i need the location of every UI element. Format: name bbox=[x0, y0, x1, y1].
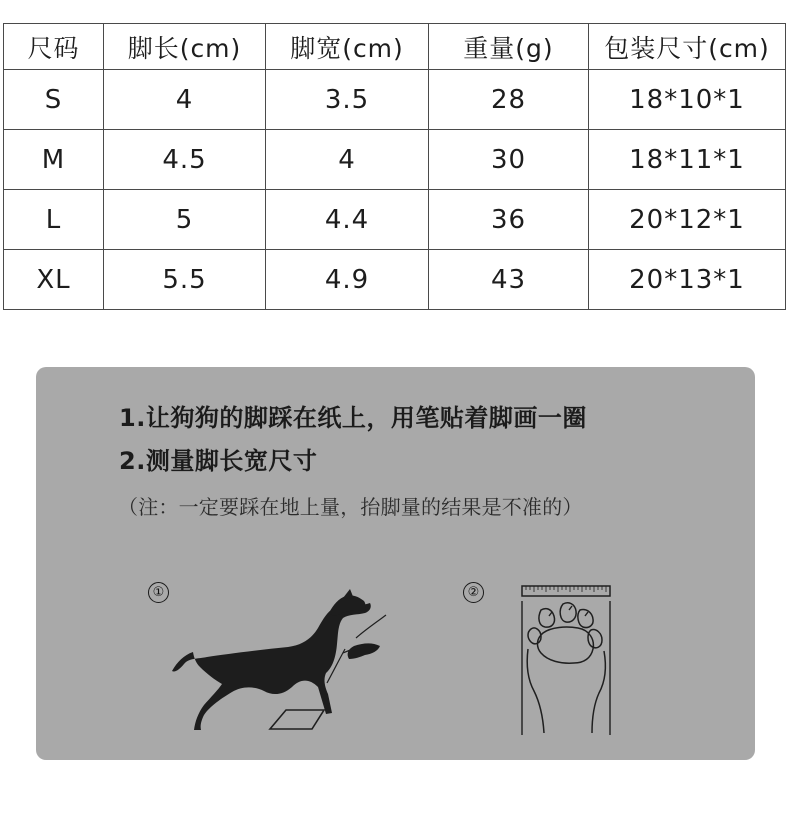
measurement-guide-card bbox=[36, 367, 755, 760]
table-cell-foot-length: 4 bbox=[104, 70, 266, 130]
table-cell-foot-length: 5.5 bbox=[104, 250, 266, 310]
table-cell-package-size: 20*12*1 bbox=[589, 190, 786, 250]
table-cell-foot-width: 4 bbox=[266, 130, 429, 190]
table-cell-package-size: 20*13*1 bbox=[589, 250, 786, 310]
table-row bbox=[4, 190, 786, 250]
table-cell-weight: 30 bbox=[429, 130, 589, 190]
table-cell-package-size: 18*11*1 bbox=[589, 130, 786, 190]
table-row bbox=[4, 250, 786, 310]
table-cell-weight: 28 bbox=[429, 70, 589, 130]
table-cell-size: L bbox=[4, 190, 104, 250]
figure-two-label: ② bbox=[463, 582, 484, 603]
table-header-row bbox=[4, 24, 786, 70]
paw-measuring-ruler-icon bbox=[514, 579, 624, 741]
table-cell-foot-width: 3.5 bbox=[266, 70, 429, 130]
dog-tracing-paw-icon bbox=[162, 575, 392, 735]
measurement-step-one: 1.让狗狗的脚踩在纸上，用笔贴着脚画一圈 bbox=[119, 404, 587, 432]
header-size: 尺码 bbox=[4, 24, 104, 70]
table-row bbox=[4, 70, 786, 130]
header-package-size: 包装尺寸(cm) bbox=[589, 24, 786, 70]
table-cell-foot-width: 4.9 bbox=[266, 250, 429, 310]
figure-one-label: ① bbox=[148, 582, 169, 603]
table-cell-size: M bbox=[4, 130, 104, 190]
size-chart-table bbox=[3, 23, 786, 310]
header-foot-length: 脚长(cm) bbox=[104, 24, 266, 70]
table-cell-size: XL bbox=[4, 250, 104, 310]
table-cell-weight: 36 bbox=[429, 190, 589, 250]
header-weight: 重量(g) bbox=[429, 24, 589, 70]
table-row bbox=[4, 130, 786, 190]
table-cell-package-size: 18*10*1 bbox=[589, 70, 786, 130]
table-cell-foot-width: 4.4 bbox=[266, 190, 429, 250]
table-cell-size: S bbox=[4, 70, 104, 130]
header-foot-width: 脚宽(cm) bbox=[266, 24, 429, 70]
table-cell-foot-length: 4.5 bbox=[104, 130, 266, 190]
measurement-note: （注：一定要踩在地上量，抬脚量的结果是不准的） bbox=[118, 495, 583, 519]
table-cell-foot-length: 5 bbox=[104, 190, 266, 250]
table-cell-weight: 43 bbox=[429, 250, 589, 310]
measurement-step-two: 2.测量脚长宽尺寸 bbox=[119, 447, 318, 475]
